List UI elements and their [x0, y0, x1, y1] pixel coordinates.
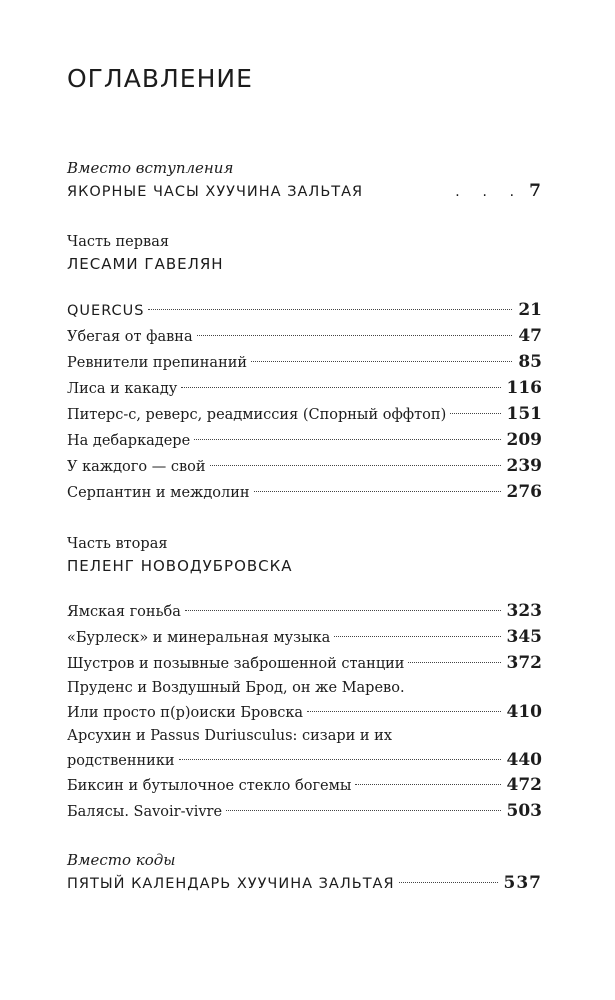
- entry-title: Биксин и бутылочное стекло богемы: [67, 778, 352, 794]
- entry-page: 440: [506, 750, 542, 770]
- entry-page: 372: [506, 653, 542, 673]
- entry-leader: [334, 636, 500, 637]
- outro-label: Вместо коды: [67, 851, 176, 869]
- entry-leader: [210, 465, 501, 466]
- toc-entry[interactable]: [67, 349, 542, 375]
- toc-entry[interactable]: [67, 772, 542, 798]
- entry-title-line1: Пруденс и Воздушный Брод, он же Марево.: [67, 680, 405, 696]
- entry-page: 151: [506, 404, 542, 424]
- toc-entry[interactable]: [67, 624, 542, 650]
- part1-title: ЛЕСАМИ ГАВЕЛЯН: [67, 255, 224, 273]
- entry-title: ПЯТЫЙ КАЛЕНДАРЬ ХУУЧИНА ЗАЛЬТАЯ: [67, 876, 395, 892]
- toc-entry[interactable]: [67, 297, 542, 323]
- entry-leader: [181, 387, 500, 388]
- entry-title: Балясы. Savoir-vivre: [67, 804, 223, 820]
- entry-title: Ямская гоньба: [67, 604, 181, 620]
- entry-page: 276: [506, 482, 542, 502]
- entry-title: На дебаркадере: [67, 433, 191, 449]
- entry-page: 21: [518, 300, 542, 320]
- toc-entry[interactable]: [67, 798, 542, 824]
- entry-leader: [408, 662, 500, 663]
- toc-entry[interactable]: [67, 401, 542, 427]
- entry-leader: [307, 711, 500, 712]
- entry-leader: . . .: [455, 184, 524, 200]
- entry-title: Ревнители препинаний: [67, 355, 248, 371]
- entry-leader: [254, 491, 501, 492]
- entry-page: 503: [506, 801, 542, 821]
- entry-title: Лиса и какаду: [67, 381, 178, 397]
- intro-label: Вместо вступления: [67, 159, 234, 177]
- entry-title: Убегая от фавна: [67, 329, 193, 345]
- entry-page: 7: [529, 181, 542, 201]
- toc-entry-outro[interactable]: [67, 870, 542, 896]
- entry-page: 410: [506, 702, 542, 722]
- entry-page: 85: [518, 352, 542, 372]
- toc-entry[interactable]: [67, 598, 542, 624]
- entry-title-line1: Арсухин и Passus Duriusculus: сизари и их: [67, 728, 393, 744]
- entry-leader: [450, 413, 500, 414]
- entry-page: 345: [506, 627, 542, 647]
- entry-leader: [179, 759, 501, 760]
- entry-title: Шустров и позывные заброшенной станции: [67, 656, 405, 672]
- entry-leader: [148, 309, 512, 310]
- entry-leader: [355, 784, 500, 785]
- toc-entry[interactable]: [67, 427, 542, 453]
- entry-page: 116: [506, 378, 542, 398]
- entry-title: Серпантин и междолин: [67, 485, 250, 501]
- toc-entry[interactable]: [67, 323, 542, 349]
- entry-page: 209: [506, 430, 542, 450]
- entry-title: У каждого — свой: [67, 459, 206, 475]
- entry-title: ЯКОРНЫЕ ЧАСЫ ХУУЧИНА ЗАЛЬТАЯ: [67, 184, 364, 200]
- page-title: ОГЛАВЛЕНИЕ: [67, 64, 253, 93]
- entry-title: «Бурлеск» и минеральная музыка: [67, 630, 331, 646]
- entry-page: 47: [518, 326, 542, 346]
- entry-leader: [197, 335, 513, 336]
- entry-leader: [194, 439, 500, 440]
- entry-title: родственники: [67, 753, 175, 769]
- part1-label: Часть первая: [67, 234, 169, 250]
- entry-leader: [251, 361, 512, 362]
- toc-entry[interactable]: [67, 650, 542, 676]
- entry-leader: [185, 610, 501, 611]
- entry-page: 239: [506, 456, 542, 476]
- entry-page: 537: [503, 873, 542, 893]
- toc-entry-multiline[interactable]: [67, 676, 542, 724]
- toc-entry[interactable]: [67, 479, 542, 505]
- part1-heading: [67, 232, 542, 276]
- toc-entry-intro[interactable]: [67, 178, 542, 204]
- entry-leader: [399, 882, 498, 883]
- entry-title: Питерс-с, реверс, реадмиссия (Спорный оффтоп): [67, 407, 447, 423]
- part1-entries: [67, 297, 542, 505]
- entry-page: 472: [506, 775, 542, 795]
- toc-entry[interactable]: [67, 375, 542, 401]
- entry-page: 323: [506, 601, 542, 621]
- intro-section: [67, 158, 542, 204]
- toc-entry-multiline[interactable]: [67, 724, 542, 772]
- part2-entries: [67, 598, 542, 824]
- entry-leader: [226, 810, 500, 811]
- part2-label: Часть вторая: [67, 536, 168, 552]
- toc-entry[interactable]: [67, 453, 542, 479]
- entry-title: Или просто п(р)оиски Бровска: [67, 705, 304, 721]
- entry-title: QUERCUS: [67, 303, 145, 319]
- outro-section: [67, 850, 542, 896]
- part2-heading: [67, 534, 542, 578]
- part2-title: ПЕЛЕНГ НОВОДУБРОВСКА: [67, 557, 293, 575]
